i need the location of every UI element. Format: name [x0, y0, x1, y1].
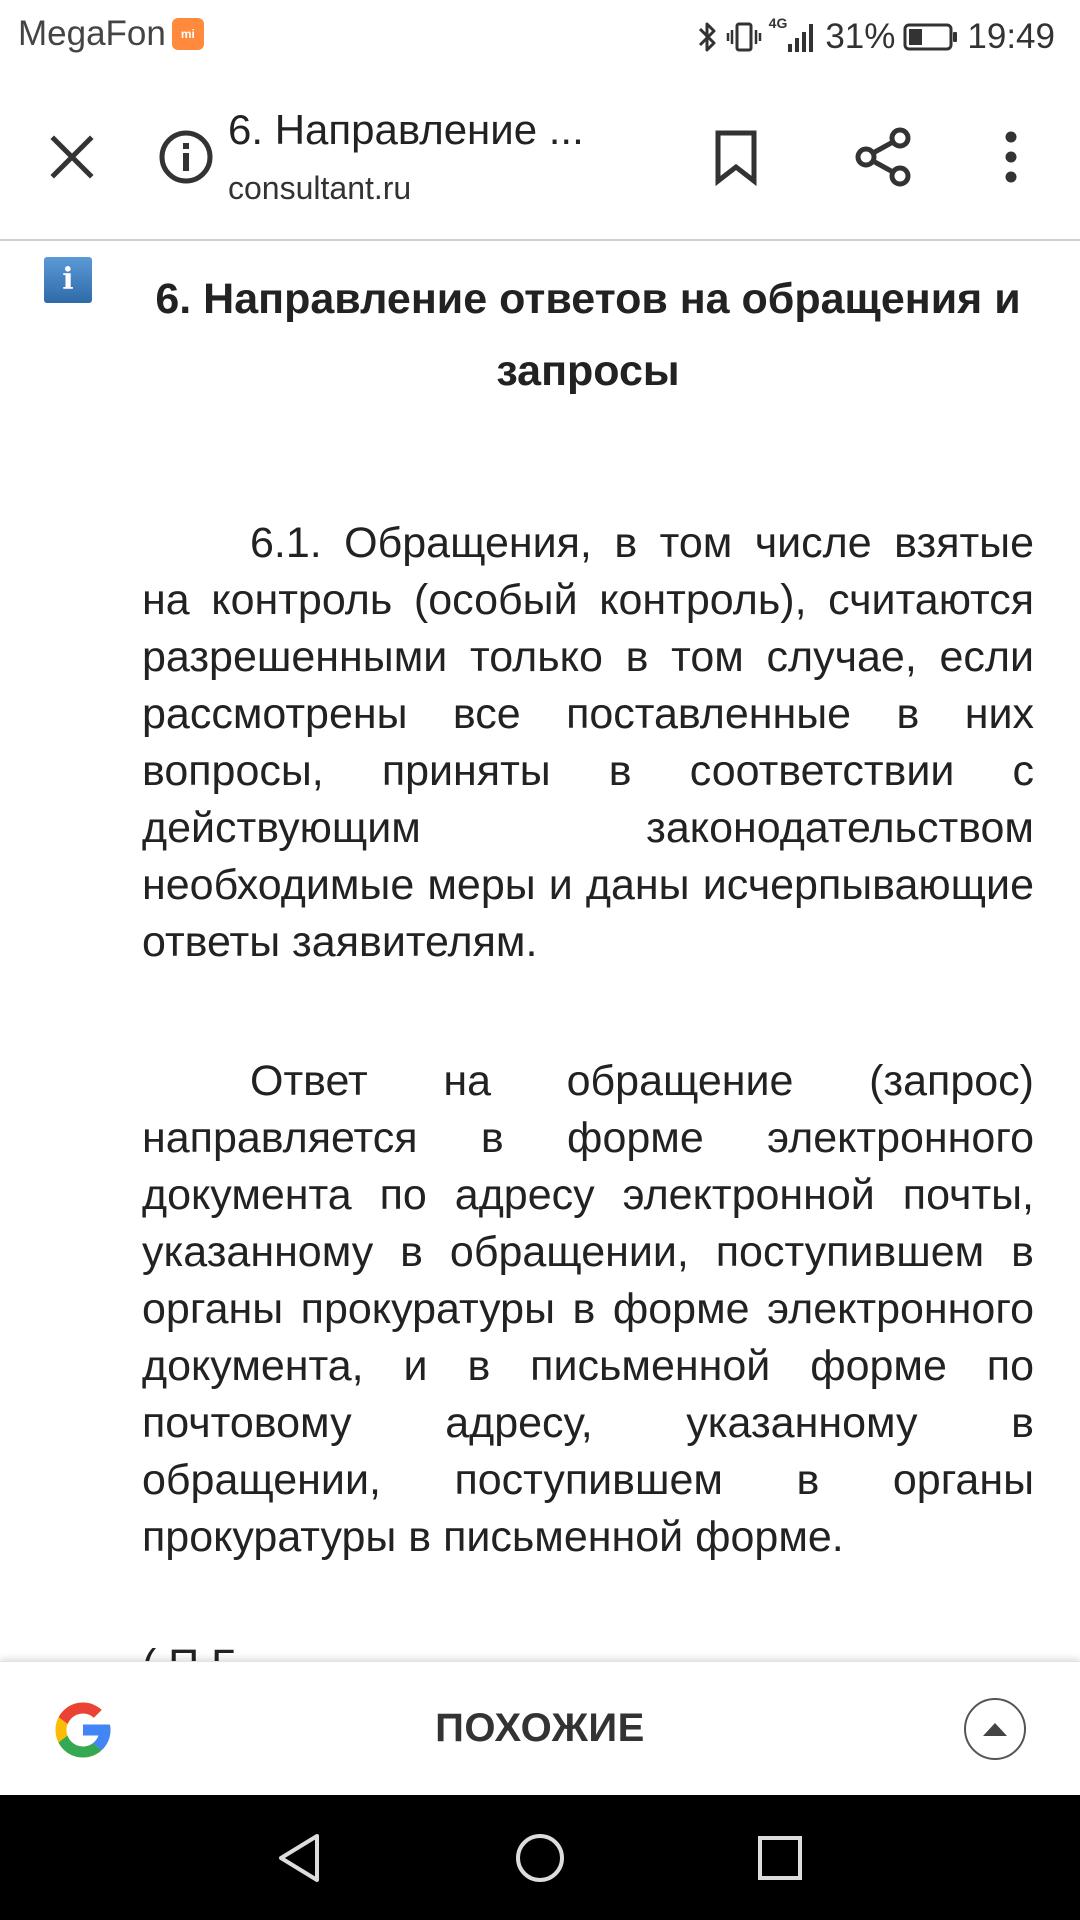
- recent-apps-icon: [757, 1835, 803, 1881]
- back-button[interactable]: [264, 1823, 334, 1893]
- close-icon: [50, 135, 94, 179]
- vibrate-icon: [727, 20, 761, 54]
- info-icon: [158, 129, 214, 185]
- more-vert-icon: [1004, 131, 1018, 183]
- share-icon: [852, 126, 914, 188]
- carrier: [18, 14, 204, 54]
- chevron-up-icon: [981, 1720, 1009, 1738]
- article-content[interactable]: [0, 241, 1080, 1661]
- carrier-name: MegaFon: [18, 14, 166, 53]
- page-title: 6. Направление ...: [228, 106, 584, 153]
- signal-icon: [787, 20, 817, 54]
- share-button[interactable]: [845, 119, 921, 195]
- more-options-button[interactable]: [981, 119, 1041, 195]
- related-pages-bar[interactable]: [0, 1661, 1080, 1796]
- bookmark-icon: [714, 129, 758, 185]
- paragraph: 6.1. Обращения, в том числе взятые на контроль (особый контроль), считаются разрешенными только в том случае, если рассмотрены все поставленные в них вопросы, приняты в соответствии с действующим законодательством необходимые меры и даны исчерпывающие ответы заявителям.: [142, 519, 1034, 966]
- page-domain: consultant.ru: [228, 170, 412, 206]
- related-label: ПОХОЖИЕ: [435, 1706, 645, 1750]
- network-type: 4G: [768, 15, 788, 31]
- battery-percent: 31%: [825, 17, 896, 56]
- home-button[interactable]: [505, 1823, 575, 1893]
- status-icons: [697, 14, 1055, 60]
- site-info-button[interactable]: [150, 121, 222, 193]
- expand-related-button[interactable]: [964, 1698, 1026, 1760]
- bookmark-button[interactable]: [700, 119, 772, 195]
- clock: 19:49: [967, 17, 1055, 56]
- home-icon: [514, 1832, 566, 1884]
- close-button[interactable]: [36, 121, 108, 193]
- bluetooth-icon: [697, 20, 719, 54]
- recent-apps-button[interactable]: [745, 1823, 815, 1893]
- mi-notification-icon: mi: [172, 18, 204, 50]
- article-heading: 6. Направление ответов на обращения и запросы: [155, 275, 1021, 395]
- document-info-icon[interactable]: i: [44, 257, 92, 303]
- back-icon: [275, 1832, 323, 1884]
- system-navigation-bar: [0, 1795, 1080, 1920]
- paragraph: Ответ на обращение (запрос) направляется в форме электронного документа по адресу электронной почты, указанному в обращении, поступившем в органы прокуратуры в форме электронного документа, и в письменной форме по почтовому адресу, указанному в обращении, поступившем в органы прокуратуры в письменной форме.: [142, 1057, 1034, 1561]
- battery-icon: [903, 22, 959, 52]
- status-bar: [0, 0, 1080, 76]
- custom-tab-toolbar: [0, 76, 1080, 241]
